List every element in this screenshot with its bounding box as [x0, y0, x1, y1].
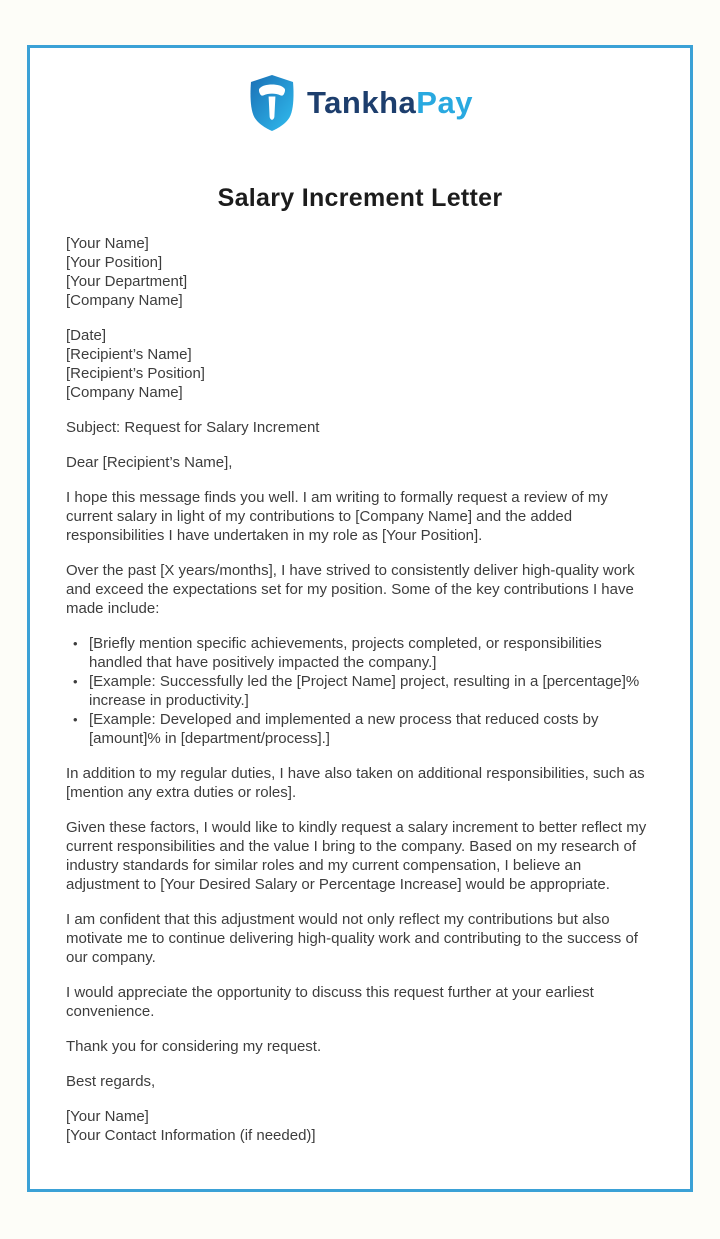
signature-contact: [Your Contact Information (if needed)]	[66, 1127, 316, 1144]
bullet-item: • [Example: Developed and implemented a new process that reduced costs by [amount]% in [department/process].]	[66, 710, 654, 748]
recipient-position: [Recipient’s Position]	[66, 365, 205, 382]
brand-wordmark	[307, 85, 473, 121]
bullet-item: • [Example: Successfully led the [Project Name] project, resulting in a [percentage]% increase in productivity.]	[66, 672, 654, 710]
bullet-item: • [Briefly mention specific achievements, projects completed, or responsibilities handled that have positively impacted the company.]	[66, 634, 654, 672]
sender-company: [Company Name]	[66, 292, 183, 309]
paragraph-intro: I hope this message finds you well. I am writing to formally request a review of my current salary in light of my contributions to [Company Name] and the added responsibilities I have undertaken in my role as [Your Position].	[66, 489, 608, 544]
sender-department: [Your Department]	[66, 273, 188, 290]
paragraph-contributions: Over the past [X years/months], I have strived to consistently deliver high-quality work and exceed the expectations set for my position. Some of the key contributions I have made include:	[66, 562, 635, 617]
letter-title: Salary Increment Letter	[217, 184, 503, 212]
salutation: Dear [Recipient’s Name],	[66, 454, 233, 471]
paragraph-additional-duties: In addition to my regular duties, I have also taken on additional responsibilities, such as [mention any extra duties or roles].	[66, 765, 645, 801]
signoff: Best regards,	[66, 1073, 156, 1090]
brand-primary-text: Tankha	[307, 85, 417, 120]
letter-date: [Date]	[66, 327, 107, 344]
subject-line: Subject: Request for Salary Increment	[66, 419, 320, 436]
letter-body	[66, 234, 654, 1145]
brand-logo	[66, 74, 654, 132]
letter-frame	[27, 45, 693, 1192]
signature-name: [Your Name]	[66, 1108, 149, 1125]
paragraph-confidence: I am confident that this adjustment would not only reflect my contributions but also motivate me to continue delivering high-quality work and contributing to the success of our company.	[66, 911, 638, 966]
tankhapay-shield-icon	[247, 74, 297, 132]
paragraph-thanks: Thank you for considering my request.	[66, 1038, 322, 1055]
recipient-company: [Company Name]	[66, 384, 183, 401]
brand-secondary-text: Pay	[416, 85, 473, 120]
sender-name: [Your Name]	[66, 235, 149, 252]
signature-block	[66, 1107, 654, 1145]
sender-position: [Your Position]	[66, 254, 163, 271]
sender-block	[66, 234, 654, 310]
paragraph-request: Given these factors, I would like to kindly request a salary increment to better reflect my current responsibilities and the value I bring to the company. Based on my research of industry standards for similar roles and my current compensation, I believe an adjustment to [Your Desired Salary or Percentage Increase] would be appropriate.	[66, 819, 647, 893]
paragraph-discuss: I would appreciate the opportunity to discuss this request further at your earliest convenience.	[66, 984, 594, 1020]
recipient-name: [Recipient’s Name]	[66, 346, 192, 363]
recipient-block	[66, 326, 654, 402]
achievement-bullet-list	[66, 634, 654, 748]
